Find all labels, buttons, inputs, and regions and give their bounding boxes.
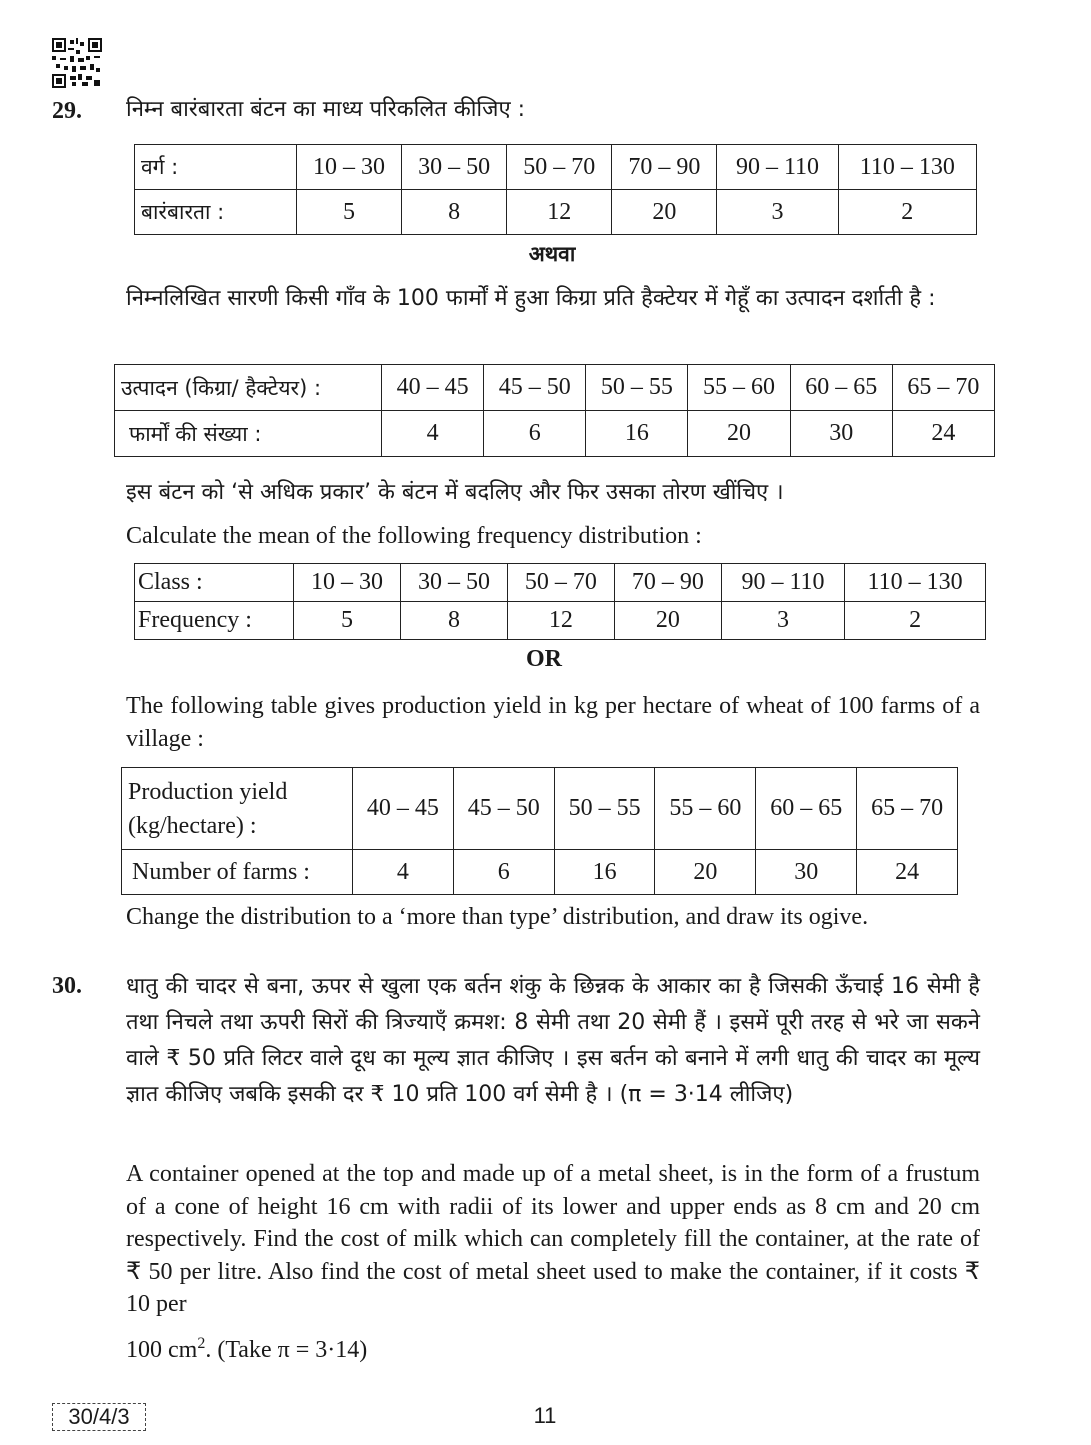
q30-hindi-text: धातु की चादर से बना, ऊपर से खुला एक बर्तन शंकु के छिन्नक के आकार का है जिसकी ऊँचाई 16 सेमी है तथा निचले तथा ऊपरी सिरों की त्रिज्याएँ क्रमश: 8 सेमी तथा 20 सेमी हैं । इसमें पूरी तरह से भरे जा सकने वाले ₹ 50 प्रति लिटर वाले दूध का मूल्य ज्ञात कीजिए । इस बर्तन को बनाने में लगी धातु की चादर का मूल्य ज्ञात कीजिए जबकि इसकी दर ₹ 10 प्रति 100 वर्ग सेमी है । (π = 3·14 लीजिए): [126, 974, 980, 1107]
row-header: Class :: [135, 564, 294, 602]
table-cell: 60 – 65: [790, 365, 892, 411]
table-cell: 50 – 55: [586, 365, 688, 411]
table-cell: 24: [857, 850, 958, 895]
table-cell: 65 – 70: [892, 365, 994, 411]
table-cell: 90 – 110: [721, 564, 844, 602]
table-cell: 55 – 60: [688, 365, 790, 411]
q29-hindi-table-2: [114, 364, 995, 457]
question-number-30: 30.: [52, 973, 82, 999]
q30-tail-superscript: 2: [197, 1335, 206, 1352]
table-cell: 30 – 50: [400, 564, 507, 602]
qr-code-icon: [52, 38, 102, 88]
table-cell: 3: [717, 190, 838, 235]
table-cell: 45 – 50: [453, 768, 554, 850]
table-cell: 30: [756, 850, 857, 895]
paper-code: 30/4/3: [52, 1403, 146, 1431]
q29-english-prompt: Calculate the mean of the following frequency distribution :: [126, 523, 702, 549]
q29-english-or-text: The following table gives production yield in kg per hectare of wheat of 100 farms of a village :: [126, 693, 980, 752]
table-cell: 65 – 70: [857, 768, 958, 850]
row-header: Number of farms :: [122, 850, 353, 895]
table-cell: 8: [402, 190, 507, 235]
table-cell: 16: [554, 850, 655, 895]
table-cell: 5: [294, 602, 401, 640]
q30-tail-part-a: 100 cm: [126, 1337, 198, 1363]
row-header: वर्ग :: [135, 145, 297, 190]
table-cell: 20: [612, 190, 717, 235]
table-row: [122, 850, 958, 895]
table-row: [115, 411, 995, 457]
table-cell: 45 – 50: [484, 365, 586, 411]
table-row: [135, 190, 977, 235]
table-cell: 50 – 70: [507, 145, 612, 190]
table-cell: 4: [353, 850, 454, 895]
q29-hindi-table-1: [134, 144, 977, 235]
q29-hindi-prompt: निम्न बारंबारता बंटन का माध्य परिकलित कीजिए :: [126, 97, 526, 122]
table-cell: 110 – 130: [838, 145, 976, 190]
english-or-heading: OR: [526, 646, 562, 672]
row-header-line-1: Production yield: [128, 778, 288, 805]
table-cell: 50 – 70: [507, 564, 614, 602]
table-row: [135, 564, 986, 602]
q29-hindi-instruction: इस बंटन को ‘से अधिक प्रकार’ के बंटन में बदलिए और फिर उसका तोरण खींचिए ।: [126, 480, 784, 505]
table-cell: 30: [790, 411, 892, 457]
table-row: [135, 602, 986, 640]
table-cell: 60 – 65: [756, 768, 857, 850]
table-row: [135, 145, 977, 190]
table-cell: 40 – 45: [382, 365, 484, 411]
row-header: फार्मों की संख्या :: [115, 411, 382, 457]
q29-english-table-2: [121, 767, 958, 895]
table-cell: 3: [721, 602, 844, 640]
table-cell: 20: [688, 411, 790, 457]
table-cell: 30 – 50: [402, 145, 507, 190]
table-cell: 16: [586, 411, 688, 457]
row-header: बारंबारता :: [135, 190, 297, 235]
q29-hindi-or-text: निम्नलिखित सारणी किसी गाँव के 100 फार्मों में हुआ किग्रा प्रति हैक्टेयर में गेहूँ का उत्पादन दर्शाती है :: [126, 286, 936, 311]
table-cell: 24: [892, 411, 994, 457]
q30-tail-part-b: . (Take π = 3·14): [205, 1337, 368, 1363]
table-cell: 6: [484, 411, 586, 457]
q29-english-instruction: Change the distribution to a ‘more than type’ distribution, and draw its ogive.: [126, 904, 869, 930]
table-cell: 2: [845, 602, 986, 640]
table-cell: 70 – 90: [612, 145, 717, 190]
table-cell: 8: [400, 602, 507, 640]
table-cell: 90 – 110: [717, 145, 838, 190]
row-header: [122, 768, 353, 850]
row-header-line-2: (kg/hectare) :: [128, 812, 257, 839]
table-cell: 55 – 60: [655, 768, 756, 850]
table-cell: 40 – 45: [353, 768, 454, 850]
table-cell: 5: [297, 190, 402, 235]
table-cell: 10 – 30: [297, 145, 402, 190]
table-row: [115, 365, 995, 411]
table-cell: 50 – 55: [554, 768, 655, 850]
table-cell: 4: [382, 411, 484, 457]
table-cell: 20: [614, 602, 721, 640]
page-number: 11: [533, 1403, 557, 1428]
table-cell: 70 – 90: [614, 564, 721, 602]
table-row: [122, 768, 958, 850]
row-header: Frequency :: [135, 602, 294, 640]
q30-english-text: A container opened at the top and made up of a metal sheet, is in the form of a frustum of a cone of height 16 cm with radii of its lower and upper ends as 8 cm and 20 cm respectively. Find the cost of milk which can completely fill the container, at the rate of ₹ 50 per litre. Also find the cost of metal sheet used to make the container, if it costs ₹ 10 per: [126, 1161, 980, 1317]
q29-english-table-1: [134, 563, 986, 640]
table-cell: 12: [507, 190, 612, 235]
table-cell: 12: [507, 602, 614, 640]
question-number-29: 29.: [52, 98, 82, 124]
table-cell: 6: [453, 850, 554, 895]
table-cell: 20: [655, 850, 756, 895]
hindi-or-heading: अथवा: [528, 242, 576, 266]
table-cell: 110 – 130: [845, 564, 986, 602]
table-cell: 10 – 30: [294, 564, 401, 602]
table-cell: 2: [838, 190, 976, 235]
q30-english-text-tail: [126, 1327, 980, 1367]
row-header: उत्पादन (किग्रा/ हैक्टेयर) :: [115, 365, 382, 411]
